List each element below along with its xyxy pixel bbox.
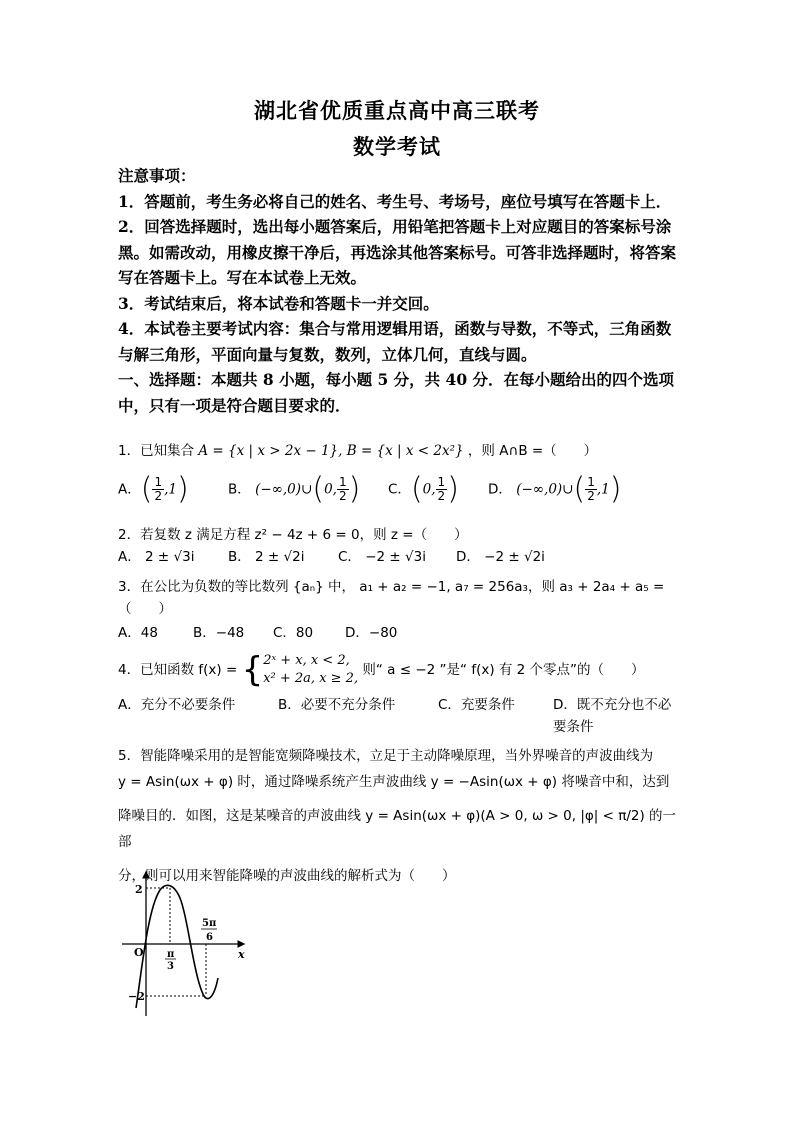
case-2: x² + 2a, x ≥ 2, bbox=[263, 671, 359, 686]
option-b: B．必要不充分条件 bbox=[278, 697, 396, 713]
sound-wave-graph bbox=[118, 868, 253, 1018]
set-a: A = {x | x > 2x − 1} bbox=[198, 443, 339, 459]
option-c: C．充要条件 bbox=[438, 697, 515, 713]
question-2-options bbox=[118, 546, 683, 568]
case-1: 2ˣ + x, x < 2, bbox=[263, 653, 350, 668]
option-c: C． −2 ± √3i bbox=[338, 549, 426, 565]
option-d: D． −2 ± √2i bbox=[456, 549, 545, 565]
tick-pi3-num: π bbox=[167, 949, 175, 960]
option-b: B．−48 bbox=[193, 625, 245, 641]
question-1 bbox=[118, 440, 683, 507]
option-b: B． 2 ± √2i bbox=[228, 549, 305, 565]
instruction-item-1: 1．答题前，考生务必将自己的姓名、考生号、考场号，座位号填写在答题卡上． bbox=[118, 191, 672, 211]
question-3 bbox=[118, 576, 683, 644]
instruction-item-3: 3．考试结束后，将本试卷和答题卡一并交回。 bbox=[118, 293, 439, 313]
question-5-line-4: 分，则可以用来智能降噪的声波曲线的解析式为（ ） bbox=[118, 868, 456, 884]
x-axis-label: x bbox=[238, 948, 245, 961]
option-a: A．48 bbox=[118, 625, 158, 641]
instruction-item-2: 2．回答选择题时，选出每小题答案后，用铅笔把答题卡上对应题目的答案标号涂黑。如需改动，用橡皮擦干净后，再选涂其他答案标号。可答非选择题时，将答案写在答题卡上。写在本试卷上无效。 bbox=[118, 217, 677, 287]
question-3-stem-cont: （ ） bbox=[118, 601, 172, 617]
question-4-options bbox=[118, 694, 683, 738]
question-1-stem: 1．已知集合 A = {x | x > 2x − 1}, B = {x | x < 2x²} ，则 A∩B =（ ） bbox=[118, 443, 598, 459]
option-d: D．−80 bbox=[345, 625, 398, 641]
question-3-options bbox=[118, 622, 683, 644]
option-d: D． (−∞,0)∪( $\frac{1}{2}$ ,1) bbox=[488, 471, 622, 507]
option-a: A． 2 ± √3i bbox=[118, 549, 195, 565]
tick-pi3-den: 3 bbox=[167, 961, 174, 972]
set-b: , B = {x | x < 2x²} bbox=[338, 443, 464, 459]
question-5-line-1: 5．智能降噪采用的是智能宽频降噪技术，立足于主动降噪原理，当外界噪音的声波曲线为 bbox=[118, 748, 654, 764]
option-a: A．充分不必要条件 bbox=[118, 697, 236, 713]
question-4-stem: 4．已知函数 f(x) = { 2ˣ + x, x < 2, x² + 2a, x ≥ 2, 则“ a ≤ −2 ”是“ f(x) 有 2 个零点”的（ ） bbox=[118, 650, 645, 690]
option-c: C．80 bbox=[273, 625, 314, 641]
tick-5pi6-den: 6 bbox=[206, 932, 213, 943]
question-3-stem: 3．在公比为负数的等比数列 {aₙ} 中， a₁ + a₂ = −1, a₇ = 256a₃，则 a₃ + 2a₄ + a₅ = bbox=[118, 579, 665, 595]
instructions-heading: 注意事项： bbox=[118, 166, 196, 185]
origin-label: O bbox=[134, 946, 144, 959]
instruction-item-4: 4．本试卷主要考试内容：集合与常用逻辑用语，函数与导数，不等式，三角函数与解三角形，平面向量与复数，数列，立体几何，直线与圆。 bbox=[118, 319, 672, 364]
option-d: D．既不充分也不必要条件 bbox=[553, 697, 672, 735]
question-2 bbox=[118, 524, 683, 568]
question-4 bbox=[118, 652, 683, 738]
option-c: C．(0, $\frac{1}{2}$ ) bbox=[388, 471, 459, 507]
tick-5pi6-num: 5π bbox=[202, 918, 217, 929]
question-2-stem: 2．若复数 z 满足方程 z² − 4z + 6 = 0，则 z =（ ） bbox=[118, 527, 468, 543]
exam-subtitle: 数学考试 bbox=[353, 134, 441, 159]
option-b: B． (−∞,0)∪(0, $\frac{1}{2}$ ) bbox=[228, 471, 361, 507]
y-label-neg2: −2 bbox=[128, 990, 145, 1003]
exam-title: 湖北省优质重点高中高三联考 bbox=[254, 98, 540, 123]
option-a: A．( $\frac{1}{2}$ ,1) bbox=[118, 471, 189, 507]
instructions bbox=[118, 163, 678, 418]
section-heading: 一、选择题：本题共 8 小题，每小题 5 分，共 40 分．在每小题给出的四个选项中，只有一项是符合题目要求的． bbox=[118, 370, 675, 415]
question-5-line-2: y = Asin(ωx + φ) 时，通过降噪系统产生声波曲线 y = −Asin(ωx + φ) 将噪音中和，达到 bbox=[118, 774, 670, 790]
question-1-options bbox=[118, 471, 683, 507]
question-5-line-3: 降噪目的．如图，这是某噪音的声波曲线 y = Asin(ωx + φ)(A > 0, ω > 0, |φ| < π/2) 的一部 bbox=[118, 808, 677, 850]
y-label-2: 2 bbox=[135, 883, 143, 896]
